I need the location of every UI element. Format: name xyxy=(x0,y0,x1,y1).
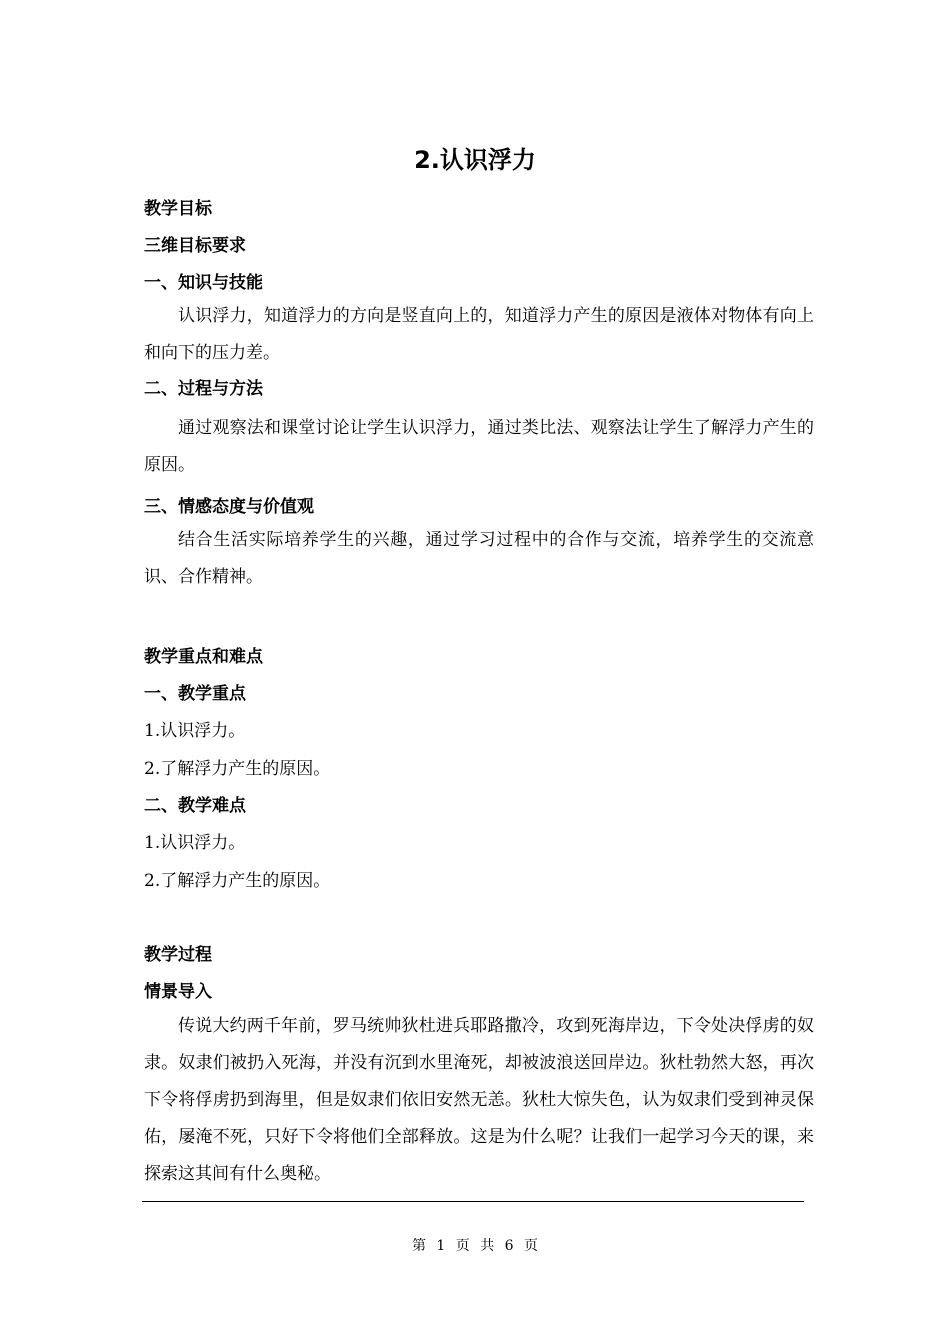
goals-heading: 教学目标 xyxy=(144,199,212,219)
diff-item: 1.认识浮力。 xyxy=(144,833,246,853)
three-dim-heading: 三维目标要求 xyxy=(144,236,246,256)
knowledge-heading: 一、知识与技能 xyxy=(144,273,263,293)
intro-heading: 情景导入 xyxy=(144,982,212,1002)
diff-item: 2.了解浮力产生的原因。 xyxy=(144,871,331,891)
footer-divider xyxy=(142,1201,804,1202)
process-main-heading: 教学过程 xyxy=(144,945,212,965)
key-diff-heading: 教学重点和难点 xyxy=(144,647,263,667)
page-title: 2.认识浮力 xyxy=(414,146,536,174)
emotion-paragraph: 结合生活实际培养学生的兴趣，通过学习过程中的合作与交流，培养学生的交流意识、合作精神。 xyxy=(144,530,814,587)
process-heading: 二、过程与方法 xyxy=(144,379,263,399)
emotion-heading: 三、情感态度与价值观 xyxy=(144,497,314,517)
key-item: 1.认识浮力。 xyxy=(144,721,246,741)
page-number: 第 1 页 共 6 页 xyxy=(411,1238,539,1254)
key-heading: 一、教学重点 xyxy=(144,684,246,704)
key-item: 2.了解浮力产生的原因。 xyxy=(144,759,331,779)
knowledge-paragraph: 认识浮力，知道浮力的方向是竖直向上的，知道浮力产生的原因是液体对物体有向上和向下的压力差。 xyxy=(144,306,814,363)
diff-heading: 二、教学难点 xyxy=(144,796,246,816)
process-paragraph: 通过观察法和课堂讨论让学生认识浮力，通过类比法、观察法让学生了解浮力产生的原因。 xyxy=(144,418,814,475)
intro-paragraph: 传说大约两千年前，罗马统帅狄杜进兵耶路撒冷，攻到死海岸边，下令处决俘虏的奴隶。奴隶们被扔入死海，并没有沉到水里淹死，却被波浪送回岸边。狄杜勃然大怒，再次下令将俘虏扔到海里，但是奴隶们依旧安然无恙。狄杜大惊失色，认为奴隶们受到神灵保佑，屡淹不死，只好下令将他们全部释放。这是为什么呢？让我们一起学习今天的课，来探索这其间有什么奥秘。 xyxy=(144,1016,814,1184)
